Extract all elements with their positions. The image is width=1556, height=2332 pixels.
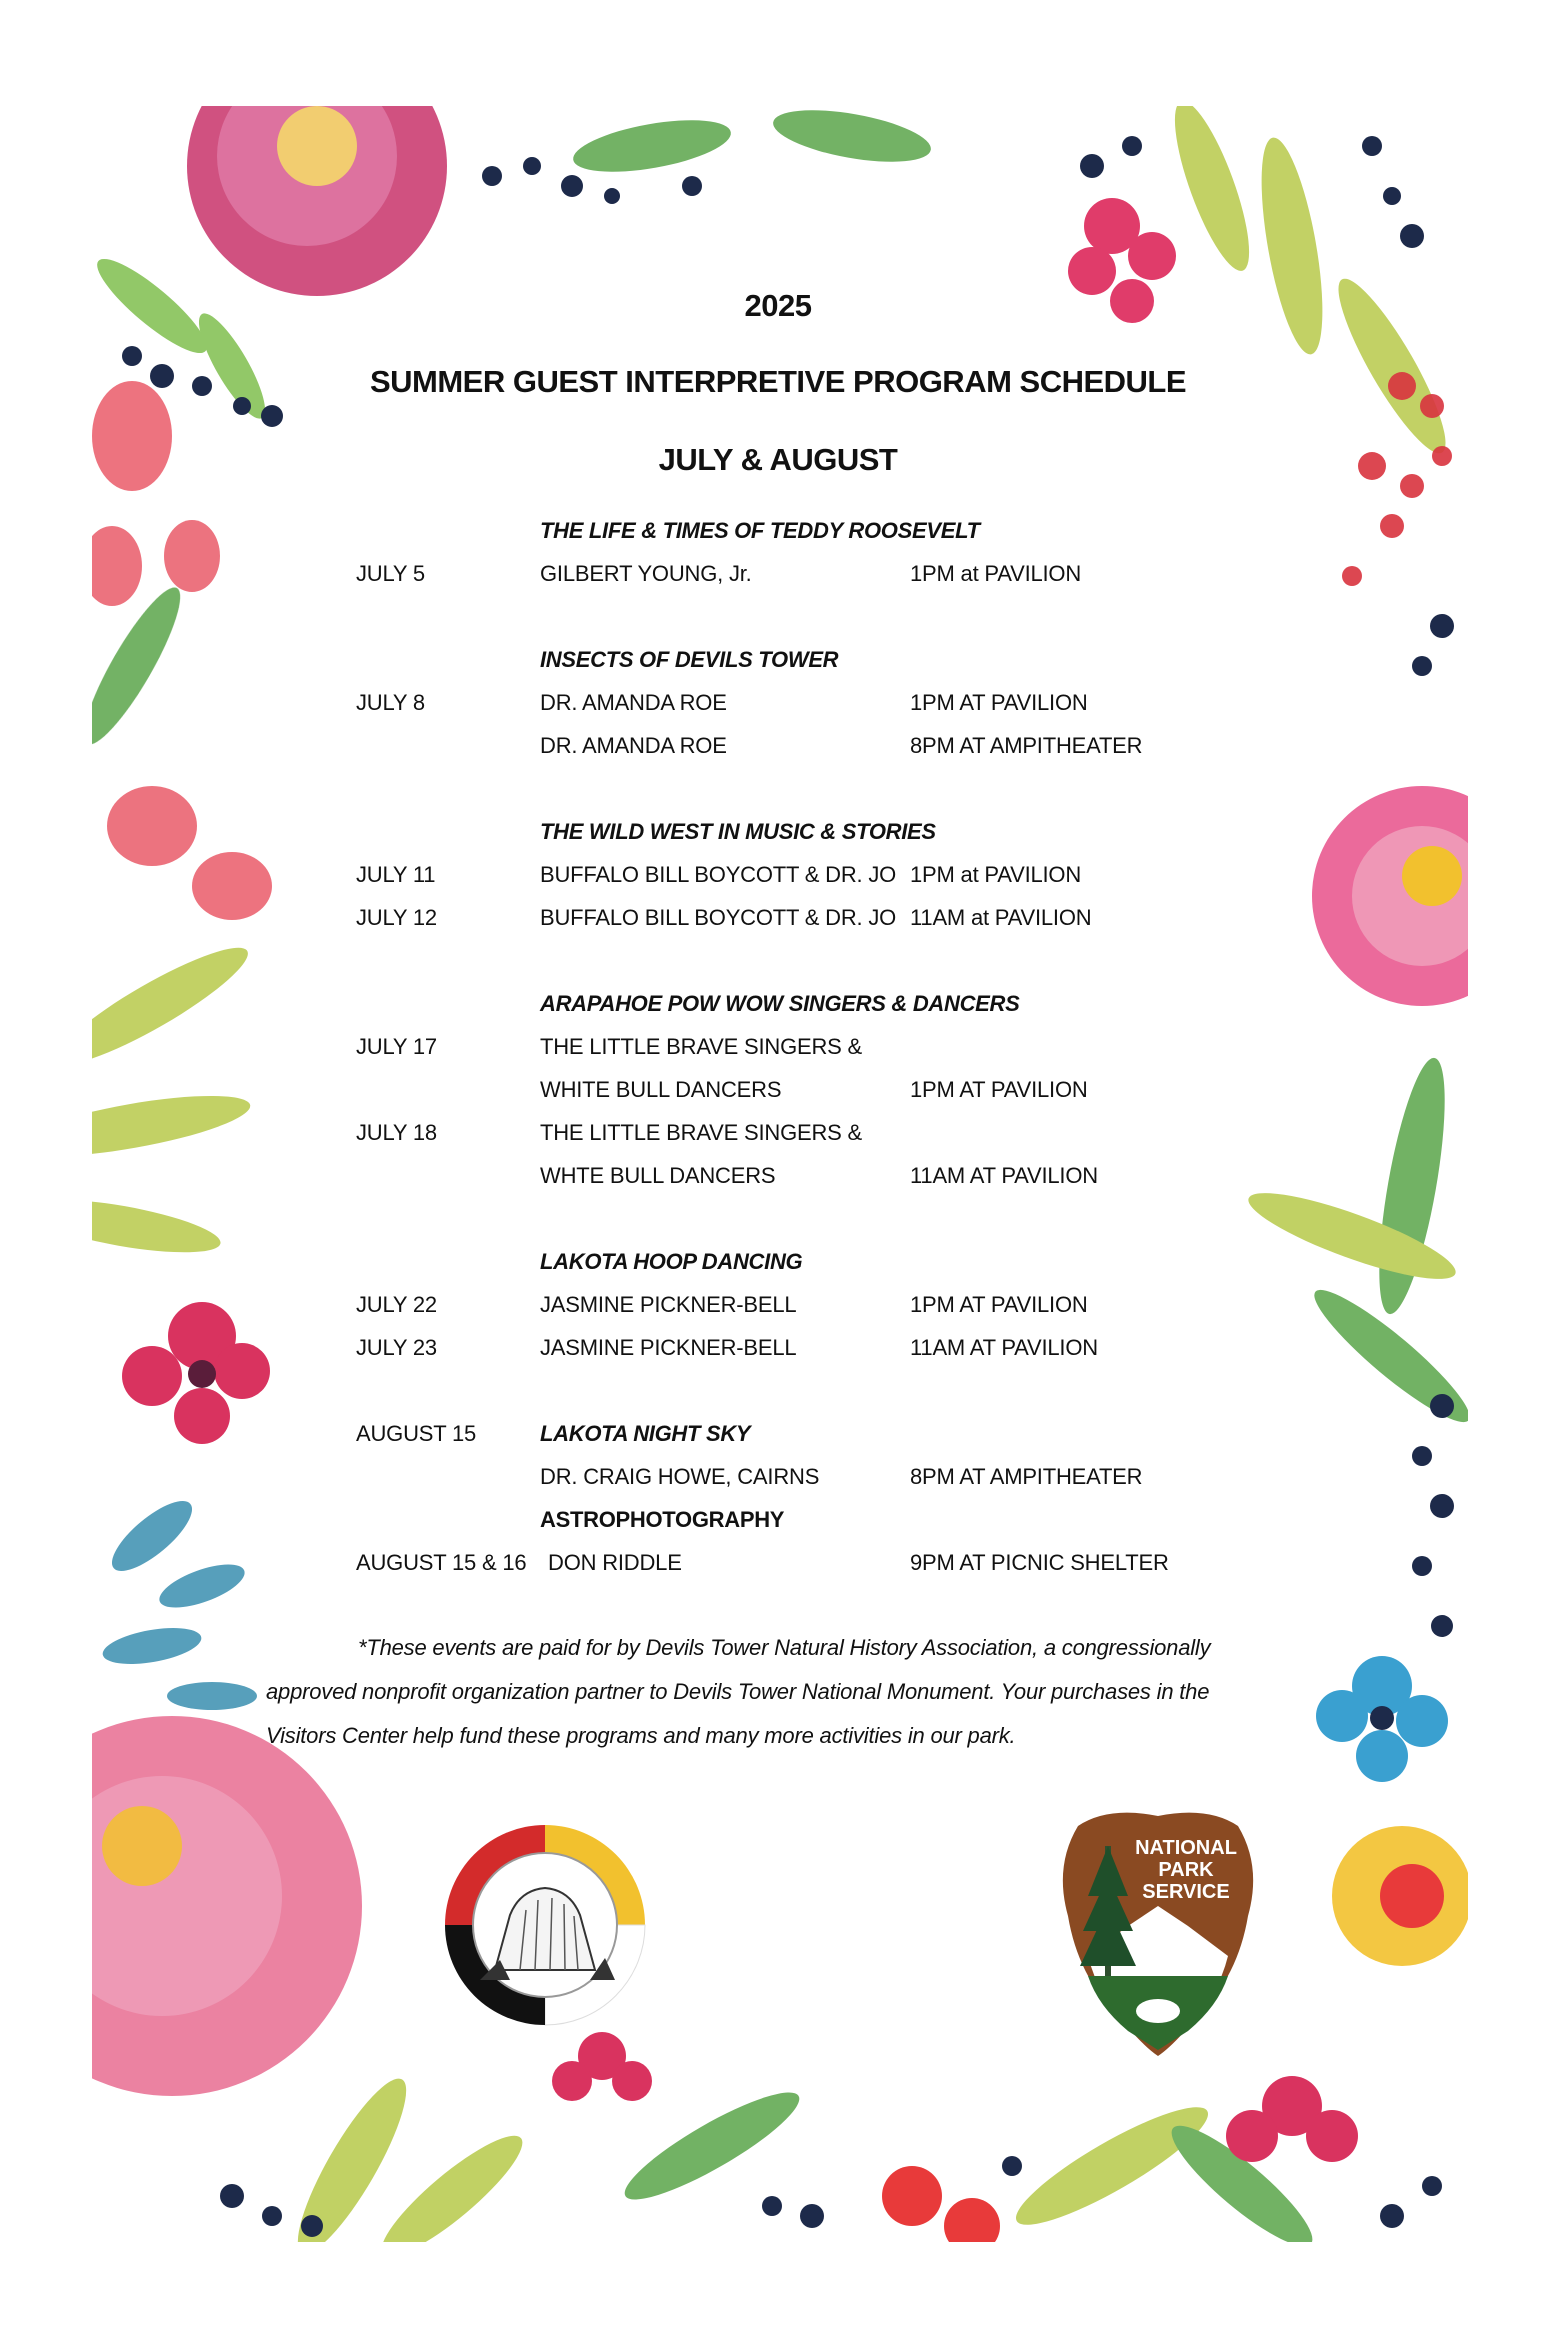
sponsor-note (266, 1626, 1306, 1758)
row-date: AUGUST 15 & 16 (356, 1550, 527, 1575)
row-date: JULY 18 (356, 1120, 437, 1145)
row-presenter: BUFFALO BILL BOYCOTT & DR. JO (540, 862, 897, 887)
row-time: 11AM AT PAVILION (910, 1163, 1098, 1188)
year-heading: 2025 (744, 288, 812, 323)
section-title: LAKOTA NIGHT SKY (540, 1421, 751, 1446)
note-line: approved nonprofit organization partner to Devils Tower National Monument. Your purchases in the (266, 1679, 1210, 1704)
row-time: 1PM AT PAVILION (910, 1292, 1088, 1317)
row-presenter: DR. AMANDA ROE (540, 733, 727, 758)
section-title: LAKOTA HOOP DANCING (540, 1249, 803, 1274)
row-time: 8PM AT AMPITHEATER (910, 733, 1143, 758)
nps-text-park: PARK (1158, 1859, 1214, 1881)
row-date: JULY 8 (356, 690, 425, 715)
row-time: 1PM AT PAVILION (910, 690, 1088, 715)
section-title: THE WILD WEST IN MUSIC & STORIES (540, 819, 936, 844)
section-title: THE LIFE & TIMES OF TEDDY ROOSEVELT (540, 518, 980, 543)
row-time: 11AM AT PAVILION (910, 1335, 1098, 1360)
row-time: 1PM at PAVILION (910, 561, 1082, 586)
nps-text-service: SERVICE (1142, 1881, 1230, 1903)
row-time: 1PM at PAVILION (910, 862, 1082, 887)
note-line: *These events are paid for by Devils Tower Natural History Association, a congressionally (358, 1635, 1211, 1660)
row-presenter: THE LITTLE BRAVE SINGERS & (540, 1034, 863, 1059)
row-presenter: JASMINE PICKNER-BELL (540, 1335, 797, 1360)
row-presenter: WHITE BULL DANCERS (540, 1077, 782, 1102)
row-presenter: WHTE BULL DANCERS (540, 1163, 776, 1188)
row-presenter: THE LITTLE BRAVE SINGERS & (540, 1120, 863, 1145)
row-presenter: JASMINE PICKNER-BELL (540, 1292, 797, 1317)
row-time: 9PM AT PICNIC SHELTER (910, 1550, 1169, 1575)
row-time: 11AM at PAVILION (910, 905, 1092, 930)
row-time: 1PM AT PAVILION (910, 1077, 1088, 1102)
row-presenter: BUFFALO BILL BOYCOTT & DR. JO (540, 905, 897, 930)
row-date: JULY 11 (356, 862, 436, 887)
row-presenter: DR. AMANDA ROE (540, 690, 727, 715)
row-date: JULY 23 (356, 1335, 437, 1360)
national-park-service-arrowhead-logo (1048, 1806, 1268, 2060)
note-line: Visitors Center help fund these programs and many more activities in our park. (266, 1723, 1016, 1748)
row-date: JULY 17 (356, 1034, 437, 1059)
row-presenter: DON RIDDLE (548, 1550, 682, 1575)
row-presenter: DR. CRAIG HOWE, CAIRNS (540, 1464, 820, 1489)
row-date: JULY 22 (356, 1292, 437, 1317)
page-title: SUMMER GUEST INTERPRETIVE PROGRAM SCHEDULE (369, 364, 1187, 399)
row-presenter: GILBERT YOUNG, Jr. (540, 561, 752, 586)
nps-text-national: NATIONAL (1135, 1837, 1237, 1859)
devils-tower-medicine-wheel-logo (440, 1820, 650, 2030)
page-subtitle: JULY & AUGUST (658, 442, 898, 477)
row-date: JULY 5 (356, 561, 425, 586)
section-title: ASTROPHOTOGRAPHY (540, 1507, 785, 1532)
row-date: JULY 12 (356, 905, 437, 930)
row-time: 8PM AT AMPITHEATER (910, 1464, 1143, 1489)
section-title: INSECTS OF DEVILS TOWER (540, 647, 839, 672)
row-date: AUGUST 15 (356, 1421, 477, 1446)
section-title: ARAPAHOE POW WOW SINGERS & DANCERS (540, 991, 1020, 1016)
